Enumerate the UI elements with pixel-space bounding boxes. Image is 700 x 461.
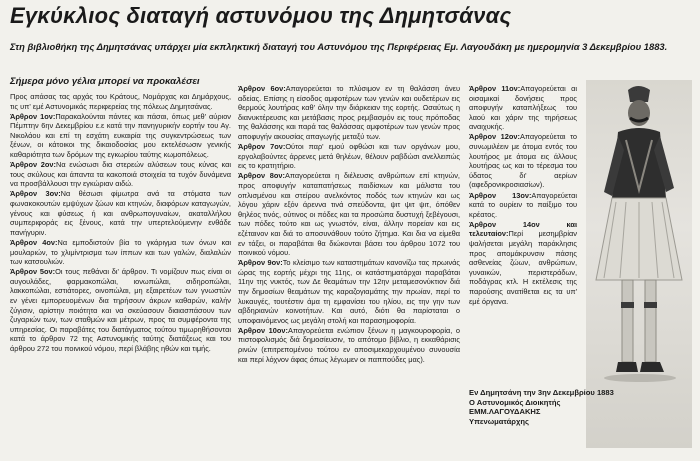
subtitle: Στη βιβλιοθήκη της Δημητσάνας υπάρχει μία εκπληκτική διαταγή του Αστυνόμου της Περιφέρειας Εμ. Λαγουδάκη με ημερομηνία 3 Δεκεμβρίου 1883. [10, 41, 668, 52]
article-13: Άρθρον 13ον:Απαγορεύεται κατά το ουρίειν το παίξιμο του κρέατος. [469, 190, 577, 219]
article-14: Άρθρον 14ον και τελευταίον:Περί μεσημβρίαν ψαλήσεται μεγάλη παράκλησις προς απομάκρυνσιν πάσης ασθενείας ζώων, ανθρώπων, γυναικών, περιστεράδων, ποδάγρας κτλ. Η εκτέλεσις της παρούσης ανατίθεται εις τα υπ' εμέ όργανα. [469, 219, 577, 306]
note: Σήμερα μόνο γέλια μπορεί να προκαλέσει [10, 76, 200, 87]
article-9: Άρθρον 9ον:Το κλείσιμο των καταστημάτων κανονίζω τας πρωινάς ώρας της εορτής μέχρι της 11ης, οι κατάστηματάρχαι παραβάται 11ην της νυκτός, των Δε θεαμάτων την 12ην μεταμεσονύκτιον διά την δημοσίων θεαμάτων της καραζογιαμάτης την πρωίαν, περί το λυκαυγές, τουτέστιν άμα τη εμφανίσει του ηλίου, εις την γην των αβδηριανών κοινοτήτων. Και αυτό, διότι θα παρίσταται ο υποφαινόμενος ως μεγάλη στολή και παρασημοφορία. [238, 258, 460, 325]
article-12: Άρθρον 12ον:Απαγορεύεται το συνωμιλέειν με άτομα εντός του λουτήρος με άτομα εις άλλους λουτήρας ως και το τέρεσμα του ύδατος δι' αερίων (αφεδρονικροσιασίων). [469, 132, 577, 190]
article-1: Άρθρον 1ον:Παρακαλούνται πάντες και πάσαι, όπως μεθ' αύριον Πέμπτην 6ην Δεκεμβρίου ε.ε κατά την πανηγυρικήν εορτήν του Αγ. Νικολάου και επί τη εσχάτη ευκαιρία της συγκεντρώσεως των ξένων, οι κάτοικοι της δικαιοδοσίας μου εκτελέσωσιν γενικής καθαριότητα των δρόμων της εγκωρίου ταύτης κωμοπόλεως. [10, 111, 231, 160]
article-6: Άρθρον 6ον:Απαγορεύεται το πλύσιμον εν τη θαλάσση άνευ αδείας. Επίσης η είσοδος αμφοτέρων των γενών και ουδετέρων εις θερμούς λουτήρας καθ' όλην την διάρκειαν της εορτής. Ωσαύτως η διανυκτέρευσις και μετάβασις προς ρεμβασμόν εις τους πρόποδας της θαλάσσης και παρά τας θαλάσσας αμφοτέρων των γενών προς αποφυγήν ακουσίας απαγωγής μεταξύ των. [238, 84, 460, 141]
column-3 [469, 84, 577, 307]
signature-block [469, 388, 693, 426]
article-11: Άρθρον 11ον:Απαγορεύεται αι οισαμικαί δονήσεις προς αποφυγήν καταπλήξεως του λαού και χάριν της τηρήσεως αναιχυκής. [469, 84, 577, 132]
article-10: Άρθρον 10ον:Απαγορεύεται ενώπιον ξένων η μαγκουροφορία, ο πιστοφολισμός διά δημοσίευσιν, το απότομο βίβλιο, η εκκαθάρισις ρινών (επιτρεπομένου τούτου εν αποσιμεκαρχουμένου συνουσία και περί λόχνον άφας όπως λέγωμεν οι παππούδες μας). [238, 325, 460, 364]
article-4: Άρθρον 4ον:Να εμποδιστούν βία το γκάριγμα των όνων και μουλαριών, το χλιμίντρισμα των ίππων και των γαλών, διαλαλών των κατσουλιών. [10, 237, 231, 267]
column-2 [238, 84, 460, 365]
page-title: Εγκύκλιος διαταγή αστυνόμου της Δημητσάνας [10, 3, 512, 28]
intro: Προς απάσας τας αρχάς του Κράτους, Νομάρχας και Δημάρχους, τις υπ' εμέ Αστυνομικάς περιφερείας της πόλεως Δημητσάνας. [10, 92, 231, 111]
article-2: Άρθρον 2ον:Να ενώσωσι δια στερεών αλύσεων τους κύνας και τους σκύλους και άπαντα τα κακοποιά στοιχεία τα τυχόν δυνάμενα να προσβάλλουσι την εγκώριαν αιδώ. [10, 160, 231, 189]
signature-place-date: Εν Δημητσάνη την 3ην Δεκεμβρίου 1883 [469, 388, 614, 397]
signature-name: ΕΜΜ.ΛΑΓΟΥΔΑΚΗΣ [469, 407, 541, 417]
article-8: Άρθρον 8ον:Απαγορεύεται η διέλευσις ανθρώπων επί κτηνών, προς αποφυγήν καταπατήσεως παιδίσκων και μάλιστα του οπλισμένου και στείρου ανελκόντος ποδός των κτηνών και ως λόγου χάριν εξόν άρεννα τινά σπεύδοντα, ψιτ ψιτ ψιτ, όπόθεν θηλέος τινός, ούτινος οι πόδες και τα προσώπα δυστυχή ξεβέγουσι, των πόδες τούτο και ως γνωστόν, είναι, άλλην πορείαν και εις εζέταινον και διά το αποσυνάθουν τούτο ζήτημα. Και δια να είμεθα εν τάξει, οι παραβάται θα διώκονται βάσει του άρθρου 1072 του ποινικού νόμου. [238, 171, 460, 258]
article-7: Άρθρον 7ον:Ούτοι παρ' εμού οφθώσι και των οργάνων μου, εργολαβούντες άρρενες μετά θηλέων, θέλουν ραβδώσι ανελλειπώς εις το κρατητήριο. [238, 142, 460, 171]
column-1 [10, 92, 231, 354]
article-3: Άρθρον 3ον:Να θέσωσι φίμωτρα ανά τα στόματα των φωνακοκουτών εμψύχων ζώων και κτηνών, διαφόρων καταγωγών, γένους και φύσεως ή και ανθρωπογυναίων, ακαταλλήλου συμπεριφοράς εις ξένους, κατά την υπερτελούμενην ενθάδε πανήγυριν. [10, 189, 231, 237]
signature-sign: Υπενωματάρχης [469, 416, 529, 426]
portrait-figure-icon [586, 80, 692, 386]
signature-role: Ο Αστυνομικός Διοικητής [469, 397, 561, 407]
article-5: Άρθρον 5ον:Οι τους πεθάναι δι' άρθρον. Τι νομίζουν πως είναι οι αυγουλάδες, φαρμακοπώλαι, ιονωπώλαι, σιδηροπώλαι, λακκοπώλαι, εστιάτορες, οινοπώλαι, μη εξαιρετέων των γνωστών εν γένει εμπορευομένων δια τηρήσουν άκρων καθαρών, καλήν ζύγισιν, αρίστην ποιότητα και να σκεύασουν διαιασπάσουν των ζυγαριών των, των σταθμών και μέτρων, προς τα συμφέροντα της υπηρεσίας. Οι παραβάτες του διατάγματος τούτου τιμωρηθήσονται κατά το άρθρον 72 της Αστυνομικής ταύτης διατάξεως και του άρθρου 272 του ποινικού νόμου, περί βλάβης ηθών και τιμής. [10, 267, 231, 353]
